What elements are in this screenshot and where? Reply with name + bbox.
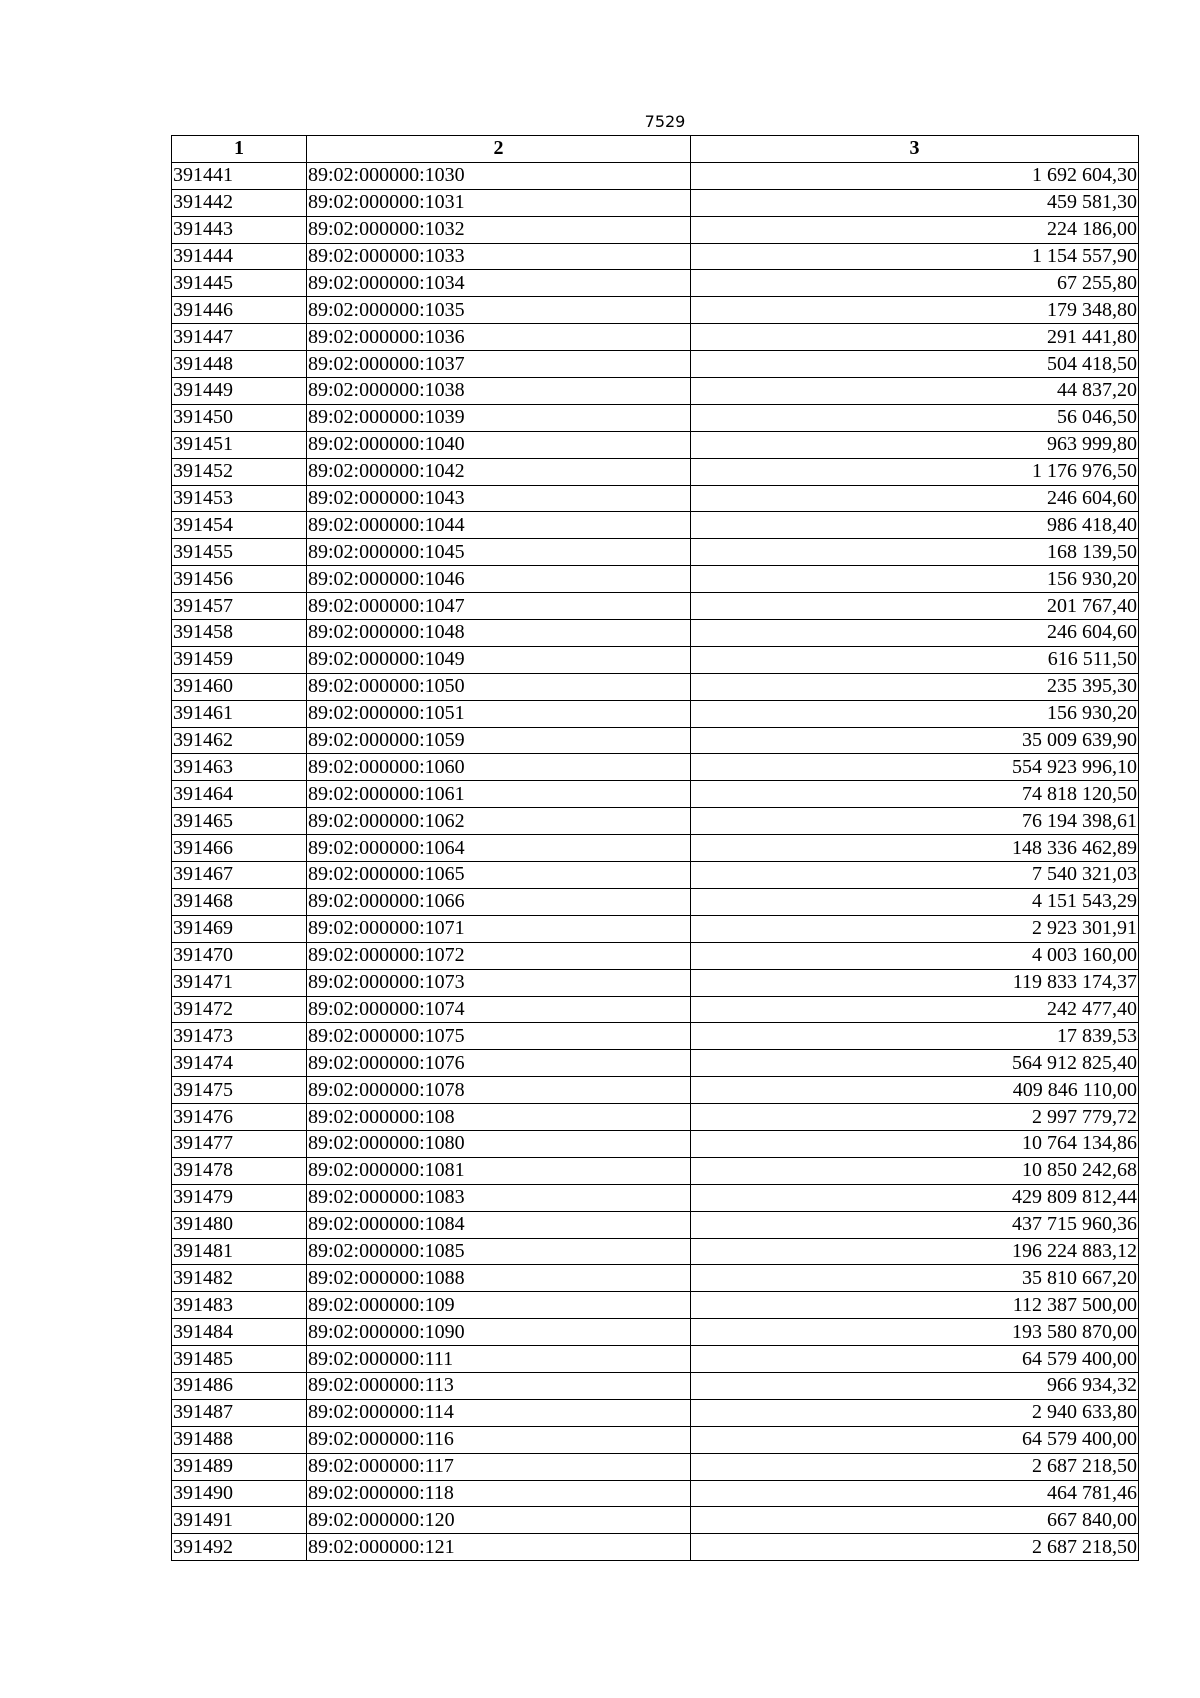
value-cell: 196 224 883,12 [691, 1238, 1139, 1265]
column-header-3: 3 [691, 136, 1139, 163]
cadastral-number-cell: 89:02:000000:1083 [307, 1184, 691, 1211]
row-number-cell: 391449 [172, 378, 307, 405]
cadastral-number-cell: 89:02:000000:1088 [307, 1265, 691, 1292]
row-number-cell: 391474 [172, 1050, 307, 1077]
page-number: 7529 [644, 112, 686, 131]
table-row [172, 485, 1139, 512]
table-row [172, 1453, 1139, 1480]
row-number-cell: 391455 [172, 539, 307, 566]
value-cell: 986 418,40 [691, 512, 1139, 539]
value-cell: 963 999,80 [691, 431, 1139, 458]
cadastral-number-cell: 89:02:000000:113 [307, 1372, 691, 1399]
value-cell: 429 809 812,44 [691, 1184, 1139, 1211]
value-cell: 179 348,80 [691, 297, 1139, 324]
cadastral-number-cell: 89:02:000000:1090 [307, 1319, 691, 1346]
row-number-cell: 391442 [172, 189, 307, 216]
row-number-cell: 391492 [172, 1534, 307, 1561]
table-row [172, 1399, 1139, 1426]
cadastral-number-cell: 89:02:000000:1080 [307, 1130, 691, 1157]
column-header-2: 2 [307, 136, 691, 163]
cadastral-number-cell: 89:02:000000:1040 [307, 431, 691, 458]
table-row [172, 216, 1139, 243]
value-cell: 76 194 398,61 [691, 808, 1139, 835]
value-cell: 291 441,80 [691, 324, 1139, 351]
row-number-cell: 391456 [172, 566, 307, 593]
row-number-cell: 391461 [172, 700, 307, 727]
cadastral-number-cell: 89:02:000000:1038 [307, 378, 691, 405]
cadastral-number-cell: 89:02:000000:1076 [307, 1050, 691, 1077]
row-number-cell: 391460 [172, 673, 307, 700]
value-cell: 246 604,60 [691, 620, 1139, 647]
value-cell: 17 839,53 [691, 1023, 1139, 1050]
cadastral-number-cell: 89:02:000000:1033 [307, 243, 691, 270]
cadastral-number-cell: 89:02:000000:1084 [307, 1211, 691, 1238]
value-cell: 667 840,00 [691, 1507, 1139, 1534]
table-header-row [172, 136, 1139, 163]
cadastral-number-cell: 89:02:000000:1062 [307, 808, 691, 835]
value-cell: 119 833 174,37 [691, 969, 1139, 996]
row-number-cell: 391443 [172, 216, 307, 243]
cadastral-number-cell: 89:02:000000:120 [307, 1507, 691, 1534]
value-cell: 224 186,00 [691, 216, 1139, 243]
value-cell: 2 997 779,72 [691, 1104, 1139, 1131]
value-cell: 56 046,50 [691, 404, 1139, 431]
table-row [172, 566, 1139, 593]
cadastral-number-cell: 89:02:000000:1043 [307, 485, 691, 512]
cadastral-number-cell: 89:02:000000:1042 [307, 458, 691, 485]
table-row [172, 512, 1139, 539]
cadastral-number-cell: 89:02:000000:1035 [307, 297, 691, 324]
cadastral-number-cell: 89:02:000000:1030 [307, 162, 691, 189]
cadastral-number-cell: 89:02:000000:1032 [307, 216, 691, 243]
cadastral-number-cell: 89:02:000000:1074 [307, 996, 691, 1023]
row-number-cell: 391485 [172, 1346, 307, 1373]
table-row [172, 593, 1139, 620]
cadastral-number-cell: 89:02:000000:111 [307, 1346, 691, 1373]
row-number-cell: 391453 [172, 485, 307, 512]
cadastral-number-cell: 89:02:000000:1085 [307, 1238, 691, 1265]
value-cell: 4 151 543,29 [691, 888, 1139, 915]
row-number-cell: 391459 [172, 646, 307, 673]
value-cell: 64 579 400,00 [691, 1346, 1139, 1373]
value-cell: 4 003 160,00 [691, 942, 1139, 969]
row-number-cell: 391484 [172, 1319, 307, 1346]
table-row [172, 808, 1139, 835]
cadastral-number-cell: 89:02:000000:108 [307, 1104, 691, 1131]
cadastral-number-cell: 89:02:000000:1060 [307, 754, 691, 781]
row-number-cell: 391479 [172, 1184, 307, 1211]
value-cell: 1 176 976,50 [691, 458, 1139, 485]
value-cell: 44 837,20 [691, 378, 1139, 405]
table-row [172, 700, 1139, 727]
row-number-cell: 391473 [172, 1023, 307, 1050]
cadastral-number-cell: 89:02:000000:1078 [307, 1077, 691, 1104]
value-cell: 156 930,20 [691, 700, 1139, 727]
table-row [172, 1050, 1139, 1077]
table-row [172, 996, 1139, 1023]
table-row [172, 1238, 1139, 1265]
value-cell: 246 604,60 [691, 485, 1139, 512]
row-number-cell: 391452 [172, 458, 307, 485]
row-number-cell: 391447 [172, 324, 307, 351]
row-number-cell: 391457 [172, 593, 307, 620]
value-cell: 2 940 633,80 [691, 1399, 1139, 1426]
table-row [172, 539, 1139, 566]
row-number-cell: 391489 [172, 1453, 307, 1480]
row-number-cell: 391480 [172, 1211, 307, 1238]
value-cell: 67 255,80 [691, 270, 1139, 297]
value-cell: 504 418,50 [691, 351, 1139, 378]
row-number-cell: 391467 [172, 862, 307, 889]
row-number-cell: 391481 [172, 1238, 307, 1265]
table-row [172, 727, 1139, 754]
table-row [172, 1184, 1139, 1211]
value-cell: 74 818 120,50 [691, 781, 1139, 808]
table-row [172, 458, 1139, 485]
cadastral-number-cell: 89:02:000000:1071 [307, 915, 691, 942]
value-cell: 409 846 110,00 [691, 1077, 1139, 1104]
row-number-cell: 391486 [172, 1372, 307, 1399]
table-row [172, 243, 1139, 270]
cadastral-number-cell: 89:02:000000:1061 [307, 781, 691, 808]
table-row [172, 1157, 1139, 1184]
value-cell: 35 009 639,90 [691, 727, 1139, 754]
table-row [172, 969, 1139, 996]
cadastral-number-cell: 89:02:000000:1072 [307, 942, 691, 969]
value-cell: 242 477,40 [691, 996, 1139, 1023]
value-cell: 64 579 400,00 [691, 1426, 1139, 1453]
cadastral-number-cell: 89:02:000000:1064 [307, 835, 691, 862]
cadastral-number-cell: 89:02:000000:1037 [307, 351, 691, 378]
table-row [172, 1077, 1139, 1104]
table-row [172, 1480, 1139, 1507]
table-row [172, 862, 1139, 889]
row-number-cell: 391483 [172, 1292, 307, 1319]
value-cell: 10 764 134,86 [691, 1130, 1139, 1157]
cadastral-number-cell: 89:02:000000:1048 [307, 620, 691, 647]
cadastral-number-cell: 89:02:000000:1075 [307, 1023, 691, 1050]
row-number-cell: 391472 [172, 996, 307, 1023]
value-cell: 437 715 960,36 [691, 1211, 1139, 1238]
table-body [172, 162, 1139, 1560]
table-row [172, 1130, 1139, 1157]
value-cell: 966 934,32 [691, 1372, 1139, 1399]
row-number-cell: 391451 [172, 431, 307, 458]
value-cell: 2 687 218,50 [691, 1453, 1139, 1480]
table-row [172, 915, 1139, 942]
value-cell: 1 154 557,90 [691, 243, 1139, 270]
row-number-cell: 391470 [172, 942, 307, 969]
cadastral-number-cell: 89:02:000000:1045 [307, 539, 691, 566]
cadastral-number-cell: 89:02:000000:109 [307, 1292, 691, 1319]
row-number-cell: 391465 [172, 808, 307, 835]
row-number-cell: 391468 [172, 888, 307, 915]
value-cell: 2 923 301,91 [691, 915, 1139, 942]
row-number-cell: 391488 [172, 1426, 307, 1453]
value-cell: 35 810 667,20 [691, 1265, 1139, 1292]
table-row [172, 270, 1139, 297]
cadastral-number-cell: 89:02:000000:121 [307, 1534, 691, 1561]
value-cell: 235 395,30 [691, 673, 1139, 700]
cadastral-number-cell: 89:02:000000:1049 [307, 646, 691, 673]
row-number-cell: 391469 [172, 915, 307, 942]
cadastral-number-cell: 89:02:000000:1051 [307, 700, 691, 727]
value-cell: 112 387 500,00 [691, 1292, 1139, 1319]
row-number-cell: 391441 [172, 162, 307, 189]
row-number-cell: 391446 [172, 297, 307, 324]
table-row [172, 189, 1139, 216]
value-cell: 156 930,20 [691, 566, 1139, 593]
row-number-cell: 391454 [172, 512, 307, 539]
table-row [172, 297, 1139, 324]
value-cell: 459 581,30 [691, 189, 1139, 216]
table-row [172, 646, 1139, 673]
cadastral-number-cell: 89:02:000000:1059 [307, 727, 691, 754]
table-row [172, 351, 1139, 378]
value-cell: 10 850 242,68 [691, 1157, 1139, 1184]
table-row [172, 620, 1139, 647]
value-cell: 464 781,46 [691, 1480, 1139, 1507]
row-number-cell: 391482 [172, 1265, 307, 1292]
cadastral-number-cell: 89:02:000000:1066 [307, 888, 691, 915]
table-row [172, 1023, 1139, 1050]
table-row [172, 754, 1139, 781]
cadastral-number-cell: 89:02:000000:1044 [307, 512, 691, 539]
cadastral-number-cell: 89:02:000000:1047 [307, 593, 691, 620]
value-cell: 193 580 870,00 [691, 1319, 1139, 1346]
row-number-cell: 391490 [172, 1480, 307, 1507]
table-row [172, 781, 1139, 808]
value-cell: 168 139,50 [691, 539, 1139, 566]
value-cell: 1 692 604,30 [691, 162, 1139, 189]
table-row [172, 888, 1139, 915]
cadastral-number-cell: 89:02:000000:1031 [307, 189, 691, 216]
value-cell: 554 923 996,10 [691, 754, 1139, 781]
cadastral-number-cell: 89:02:000000:1050 [307, 673, 691, 700]
row-number-cell: 391458 [172, 620, 307, 647]
table-row [172, 1211, 1139, 1238]
cadastral-number-cell: 89:02:000000:1065 [307, 862, 691, 889]
cadastral-number-cell: 89:02:000000:1034 [307, 270, 691, 297]
row-number-cell: 391476 [172, 1104, 307, 1131]
table-row [172, 1104, 1139, 1131]
cadastral-number-cell: 89:02:000000:1046 [307, 566, 691, 593]
table-row [172, 1346, 1139, 1373]
table-row [172, 1426, 1139, 1453]
row-number-cell: 391445 [172, 270, 307, 297]
row-number-cell: 391466 [172, 835, 307, 862]
value-cell: 616 511,50 [691, 646, 1139, 673]
value-cell: 7 540 321,03 [691, 862, 1139, 889]
row-number-cell: 391491 [172, 1507, 307, 1534]
cadastral-number-cell: 89:02:000000:117 [307, 1453, 691, 1480]
row-number-cell: 391478 [172, 1157, 307, 1184]
cadastral-number-cell: 89:02:000000:1081 [307, 1157, 691, 1184]
row-number-cell: 391475 [172, 1077, 307, 1104]
row-number-cell: 391471 [172, 969, 307, 996]
table-row [172, 431, 1139, 458]
row-number-cell: 391444 [172, 243, 307, 270]
data-table [171, 135, 1139, 1561]
value-cell: 2 687 218,50 [691, 1534, 1139, 1561]
table-row [172, 1265, 1139, 1292]
table-row [172, 835, 1139, 862]
value-cell: 148 336 462,89 [691, 835, 1139, 862]
table-row [172, 378, 1139, 405]
table-row [172, 404, 1139, 431]
row-number-cell: 391463 [172, 754, 307, 781]
value-cell: 564 912 825,40 [691, 1050, 1139, 1077]
column-header-1: 1 [172, 136, 307, 163]
table-row [172, 942, 1139, 969]
table-row [172, 1292, 1139, 1319]
row-number-cell: 391462 [172, 727, 307, 754]
row-number-cell: 391450 [172, 404, 307, 431]
cadastral-number-cell: 89:02:000000:1036 [307, 324, 691, 351]
cadastral-number-cell: 89:02:000000:1073 [307, 969, 691, 996]
table-row [172, 162, 1139, 189]
row-number-cell: 391448 [172, 351, 307, 378]
table-row [172, 324, 1139, 351]
cadastral-number-cell: 89:02:000000:118 [307, 1480, 691, 1507]
cadastral-number-cell: 89:02:000000:1039 [307, 404, 691, 431]
row-number-cell: 391464 [172, 781, 307, 808]
value-cell: 201 767,40 [691, 593, 1139, 620]
table-row [172, 1534, 1139, 1561]
table-row [172, 673, 1139, 700]
cadastral-number-cell: 89:02:000000:114 [307, 1399, 691, 1426]
row-number-cell: 391477 [172, 1130, 307, 1157]
table-row [172, 1507, 1139, 1534]
table-row [172, 1319, 1139, 1346]
table-row [172, 1372, 1139, 1399]
row-number-cell: 391487 [172, 1399, 307, 1426]
cadastral-number-cell: 89:02:000000:116 [307, 1426, 691, 1453]
